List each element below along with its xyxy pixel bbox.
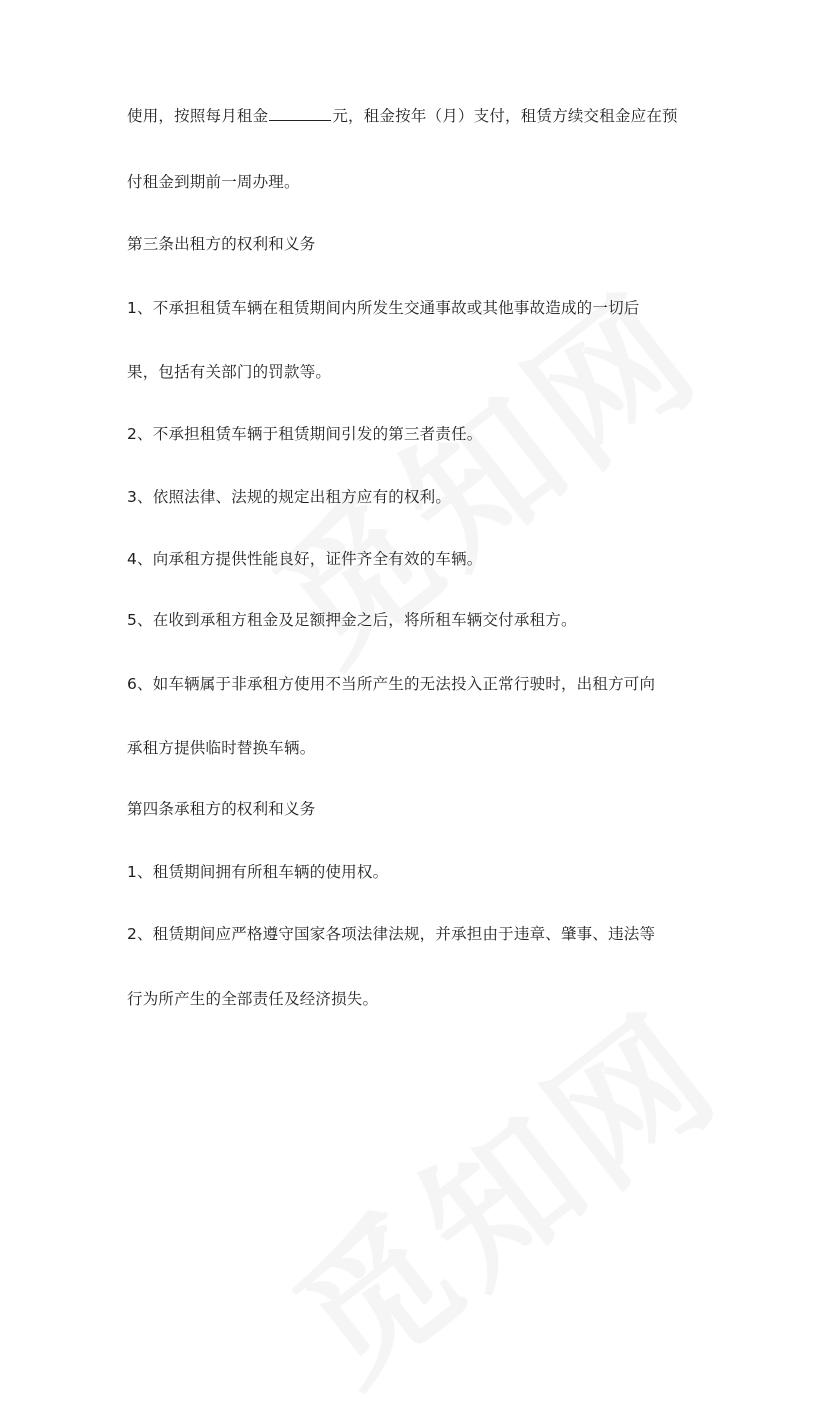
section-heading-3: 第三条出租方的权利和义务 xyxy=(127,235,316,253)
text-line-15: 行为所产生的全部责任及经济损失。 xyxy=(127,990,379,1008)
text-line-11: 承租方提供临时替换车辆。 xyxy=(127,739,316,757)
text-line-1 xyxy=(127,106,678,126)
text-line-9: 5、在收到承租方租金及足额押金之后，将所租车辆交付承租方。 xyxy=(127,611,577,629)
text-line-4: 1、不承担租赁车辆在租赁期间内所发生交通事故或其他事故造成的一切后 xyxy=(127,299,640,317)
text-line-7: 3、依照法律、法规的规定出租方应有的权利。 xyxy=(127,488,452,506)
text-line-6: 2、不承担租赁车辆于租赁期间引发的第三者责任。 xyxy=(127,425,483,443)
watermark-lower xyxy=(244,955,755,1421)
rent-amount-blank xyxy=(269,106,331,121)
text-line-5: 果，包括有关部门的罚款等。 xyxy=(127,363,332,381)
text-line-14: 2、租赁期间应严格遵守国家各项法律法规，并承担由于违章、肇事、违法等 xyxy=(127,925,656,943)
text-line-13: 1、租赁期间拥有所租车辆的使用权。 xyxy=(127,863,389,881)
text-line-8: 4、向承租方提供性能良好，证件齐全有效的车辆。 xyxy=(127,550,483,568)
text-line-1-post: 元，租金按年（月）支付，租赁方续交租金应在预 xyxy=(332,107,678,125)
text-line-10: 6、如车辆属于非承租方使用不当所产生的无法投入正常行驶时，出租方可向 xyxy=(127,675,656,693)
section-heading-4: 第四条承租方的权利和义务 xyxy=(127,800,316,818)
text-line-1-pre: 使用，按照每月租金 xyxy=(127,107,269,125)
text-line-2: 付租金到期前一周办理。 xyxy=(127,173,300,191)
